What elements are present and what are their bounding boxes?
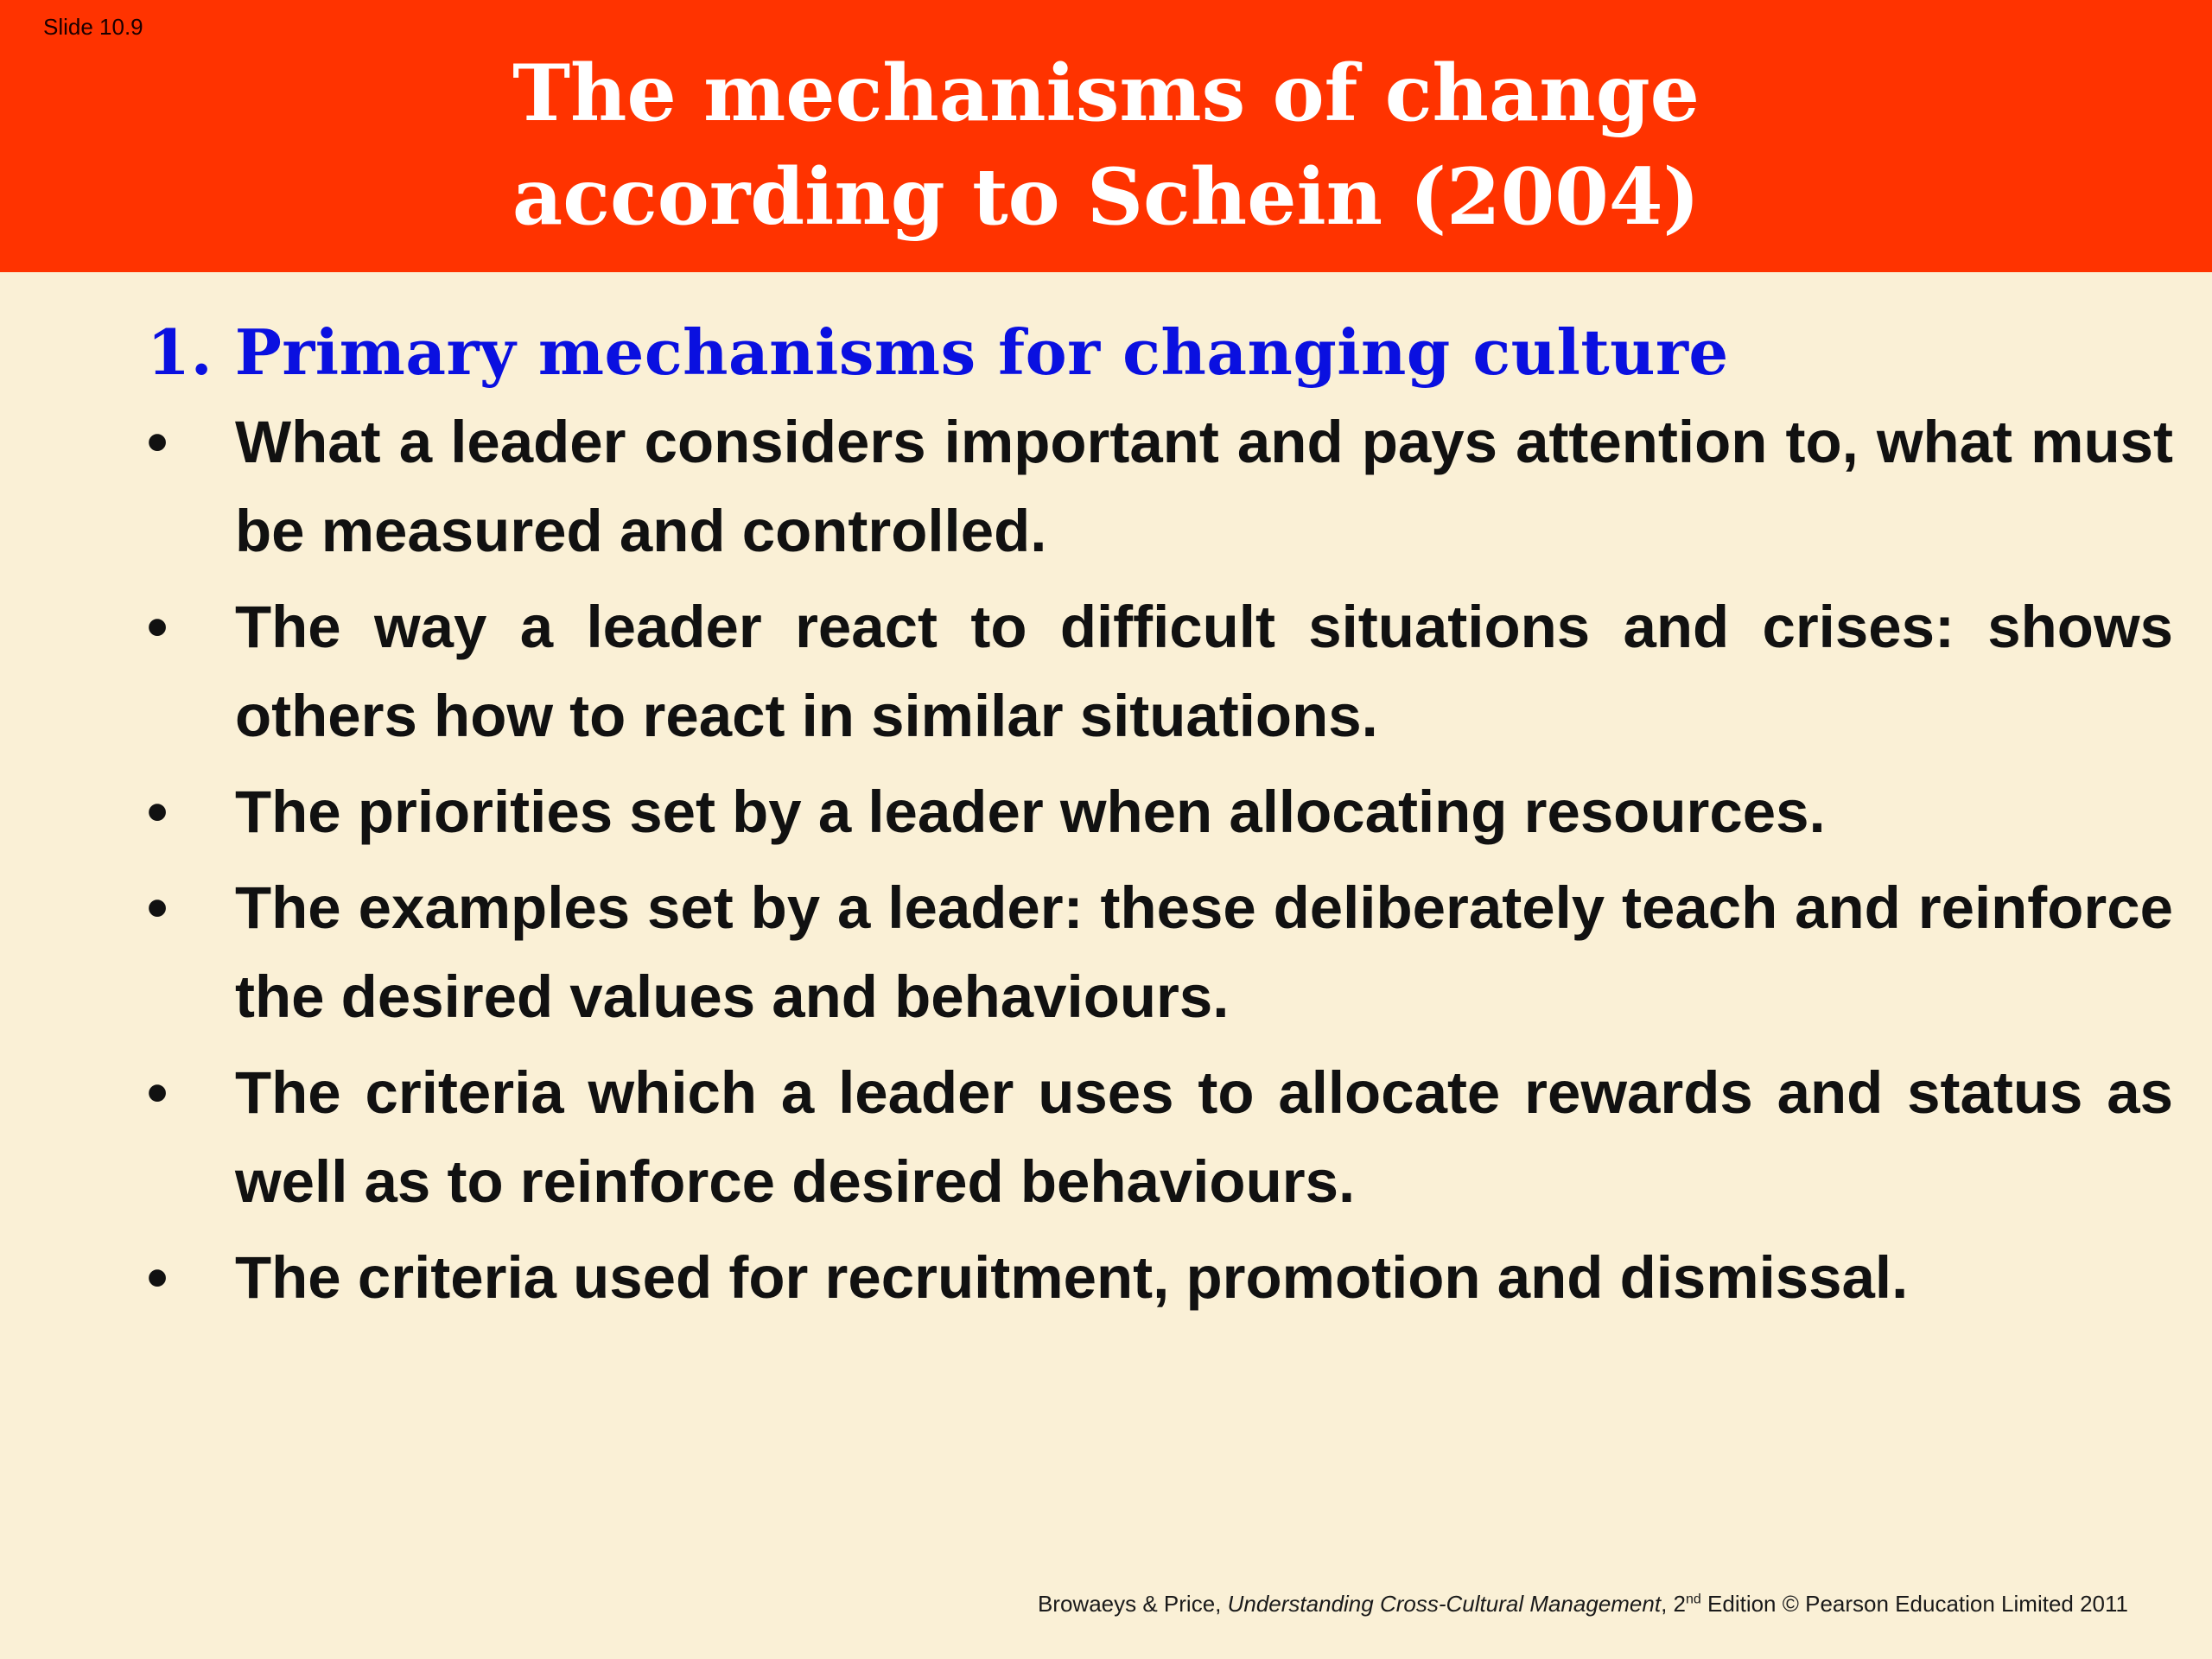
bullet-icon: • [147, 874, 168, 941]
bullet-item [147, 1048, 2173, 1226]
footer-edition-prefix: , 2 [1661, 1591, 1686, 1617]
section-heading: 1. Primary mechanisms for changing culture [147, 315, 1729, 389]
bullet-icon: • [147, 779, 168, 845]
slide-title-line-2: according to Schein (2004) [512, 151, 1700, 243]
copyright-footer [1038, 1591, 2128, 1618]
bullet-icon: • [147, 1059, 168, 1126]
slide-number: Slide 10.9 [43, 14, 143, 40]
bullet-text: The priorities set by a leader when allocating resources. [235, 779, 1826, 845]
bullet-text: The criteria which a leader uses to allocate rewards and status as well as to reinforce desired behaviours. [235, 1059, 2173, 1215]
bullet-icon: • [147, 409, 168, 475]
bullet-icon: • [147, 594, 168, 660]
footer-edition-suffix-sup: nd [1686, 1592, 1701, 1607]
bullet-item [147, 767, 2173, 856]
bullet-item [147, 582, 2173, 760]
bullet-text: The examples set by a leader: these deliberately teach and reinforce the desired values and behaviours. [235, 874, 2173, 1030]
bullet-icon: • [147, 1244, 168, 1311]
title-banner [0, 0, 2212, 272]
slide-title-line-1: The mechanisms of change [512, 48, 1700, 139]
slide-title [0, 41, 2212, 249]
bullet-text: The way a leader react to difficult situations and crises: shows others how to react in similar situations. [235, 594, 2173, 749]
bullet-item [147, 863, 2173, 1041]
footer-authors: Browaeys & Price, [1037, 1591, 1228, 1617]
bullet-item [147, 397, 2173, 575]
bullet-item [147, 1233, 2173, 1322]
bullet-text: What a leader considers important and pays attention to, what must be measured and controlled. [235, 409, 2173, 564]
footer-book-title: Understanding Cross-Cultural Management [1227, 1591, 1662, 1617]
bullet-text: The criteria used for recruitment, promotion and dismissal. [235, 1244, 1909, 1311]
slide-body [147, 307, 2173, 1329]
footer-edition-rest: Edition © Pearson Education Limited 2011 [1700, 1591, 2128, 1617]
